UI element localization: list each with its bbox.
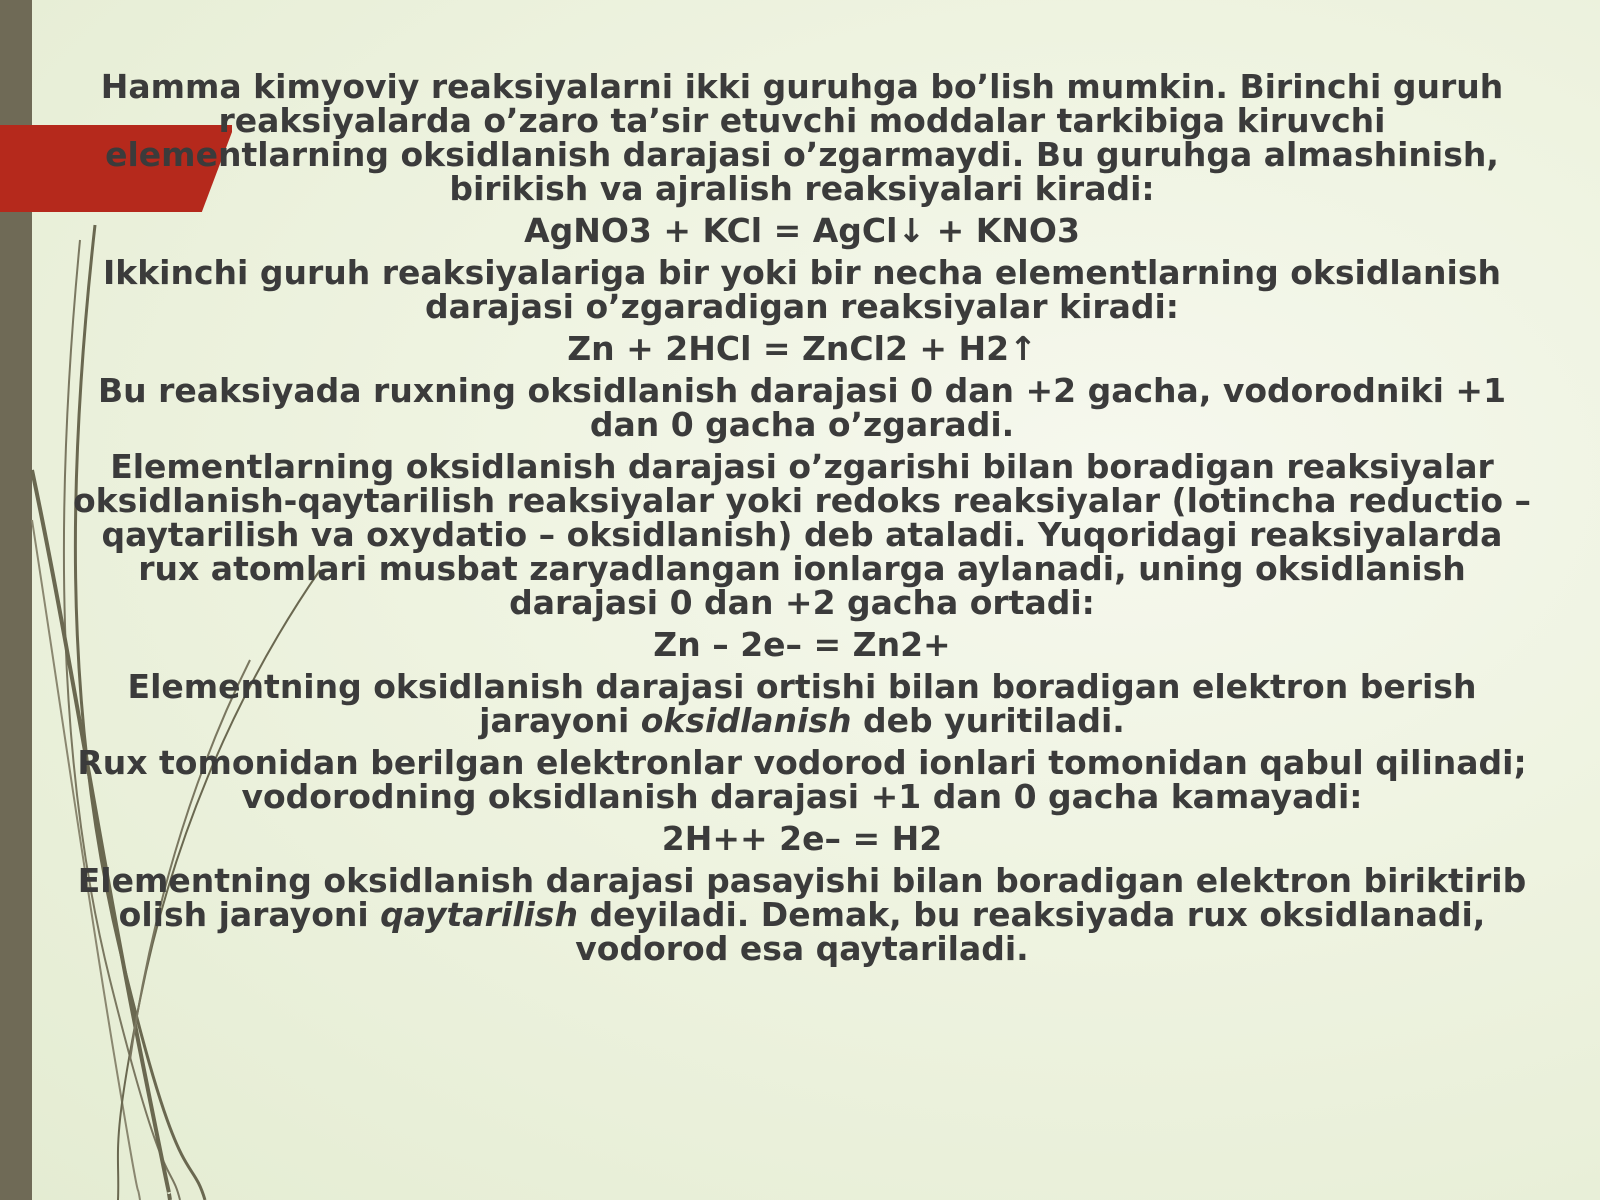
equation-agno3: [72, 211, 1532, 250]
paragraph-hydrogen-reduction: [72, 743, 1532, 816]
paragraph-redox-definition: [72, 447, 1532, 622]
equation-text: 2H++ 2e– = H2: [661, 819, 943, 858]
paragraph-text: Bu reaksiyada ruxning oksidlanish darajasi 0 dan +2 gacha, vodorodniki +1 dan 0 gacha o’zgaradi.: [97, 371, 1507, 444]
text-part: Elementning oksidlanish darajasi ortishi bilan boradigan elektron berish jarayoni: [127, 667, 1477, 740]
slide-content: [72, 67, 1532, 974]
equation-h2: [72, 819, 1532, 858]
emphasis-term: qaytarilish: [380, 895, 578, 934]
text-part: deb yuritiladi.: [851, 701, 1125, 740]
text-part: Elementning oksidlanish darajasi pasayishi bilan boradigan elektron biriktirib olish jarayoni: [77, 861, 1527, 934]
paragraph-text: Ikkinchi guruh reaksiyalariga bir yoki bir necha elementlarning oksidlanish darajasi o’zgaradigan reaksiyalar kiradi:: [103, 253, 1501, 326]
paragraph-text: Elementlarning oksidlanish darajasi o’zgarishi bilan boradigan reaksiyalar oksidlanish-qaytarilish reaksiyalar yoki redoks reaksiyalar (lotincha reductio – qaytarilish va oxydatio – oksidlanish) deb ataladi. Yuqoridagi reaksiyalarda rux atomlari musbat zaryadlangan ionlarga aylanadi, uning oksidlanish darajasi 0 dan +2 gacha ortadi:: [72, 447, 1532, 622]
equation-zn-electrons: [72, 625, 1532, 664]
paragraph-oxidation-definition: [72, 667, 1532, 740]
paragraph-second-group: [72, 253, 1532, 326]
equation-text: Zn + 2HCl = ZnCl2 + H2↑: [567, 329, 1037, 368]
paragraph-text: [128, 667, 1477, 740]
paragraph-zinc-oxidation: [72, 371, 1532, 444]
paragraph-text: Hamma kimyoviy reaksiyalarni ikki guruhga bo’lish mumkin. Birinchi guruh reaksiyalarda o’zaro ta’sir etuvchi moddalar tarkibiga kiruvchi elementlarning oksidlanish darajasi o’zgarmaydi. Bu guruhga almashinish, birikish va ajralish reaksiyalari kiradi:: [100, 67, 1504, 208]
paragraph-intro: [72, 67, 1532, 208]
equation-zn-hcl: [72, 329, 1532, 368]
equation-text: AgNO3 + KCl = AgCl↓ + KNO3: [524, 211, 1080, 250]
emphasis-term: oksidlanish: [640, 701, 852, 740]
text-part: deyiladi. Demak, bu reaksiyada rux oksidlanadi, vodorod esa qaytariladi.: [575, 895, 1486, 968]
paragraph-text: Rux tomonidan berilgan elektronlar vodorod ionlari tomonidan qabul qilinadi; vodorodning oksidlanish darajasi +1 dan 0 gacha kamayadi:: [77, 743, 1527, 816]
paragraph-text: [78, 861, 1527, 968]
paragraph-reduction-definition: [72, 861, 1532, 968]
equation-text: Zn – 2e– = Zn2+: [653, 625, 951, 664]
